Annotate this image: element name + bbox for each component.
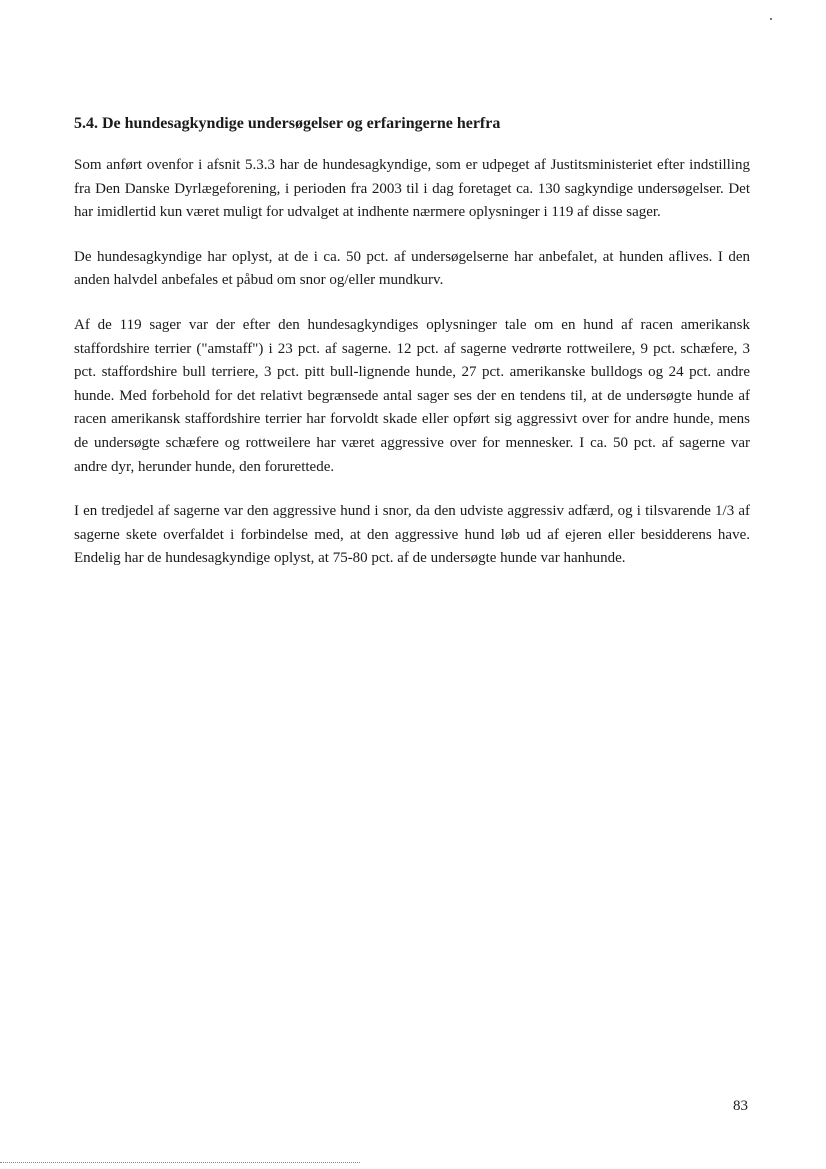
scan-edge-dots — [0, 1162, 360, 1163]
scan-speck — [770, 18, 772, 20]
paragraph-2: De hundesagkyndige har oplyst, at de i ca. 50 pct. af undersøgelserne har anbefalet, at hunden aflives. I den anden halvdel anbefales et påbud om snor og/eller mundkurv. — [74, 248, 750, 289]
page-content — [74, 113, 750, 592]
page-number: 83 — [733, 1098, 748, 1114]
paragraph-4: I en tredjedel af sagerne var den aggressive hund i snor, da den udviste aggressiv adfærd, og i tilsvarende 1/3 af sagerne skete overfaldet i forbindelse med, at den aggressive hund løb ud af ejeren eller besidderens have. Endelig har de hundesagkyndige oplyst, at 75-80 pct. af de undersøgte hunde var hanhunde. — [74, 503, 750, 567]
section-heading: 5.4. De hundesagkyndige undersøgelser og erfaringerne herfra — [74, 115, 501, 132]
paragraph-1: Som anført ovenfor i afsnit 5.3.3 har de hundesagkyndige, som er udpeget af Justitsministeriet efter indstilling fra Den Danske Dyrlægeforening, i perioden fra 2003 til i dag foretaget ca. 130 sagkyndige undersøgelser. Det har imidlertid kun været muligt for udvalget at indhente nærmere oplysninger i 119 af disse sager. — [74, 157, 750, 221]
paragraph-3: Af de 119 sager var der efter den hundesagkyndiges oplysninger tale om en hund af racen amerikansk staffordshire terrier ("amstaff") i 23 pct. af sagerne. 12 pct. af sagerne vedrørte rottweilere, 9 pct. schæfere, 3 pct. staffordshire bull terriere, 3 pct. pitt bull-lignende hunde, 27 pct. amerikanske bulldogs og 24 pct. andre hunde. Med forbehold for det relativt begrænsede antal sager ses der en tendens til, at de undersøgte hunde af racen amerikansk staffordshire terrier har forvoldt skade eller opført sig aggressivt over for andre hunde, mens de undersøgte schæfere og rottweilere har været aggressive over for mennesker. I ca. 50 pct. af sagerne var andre dyr, herunder hunde, den forurettede. — [74, 316, 750, 475]
